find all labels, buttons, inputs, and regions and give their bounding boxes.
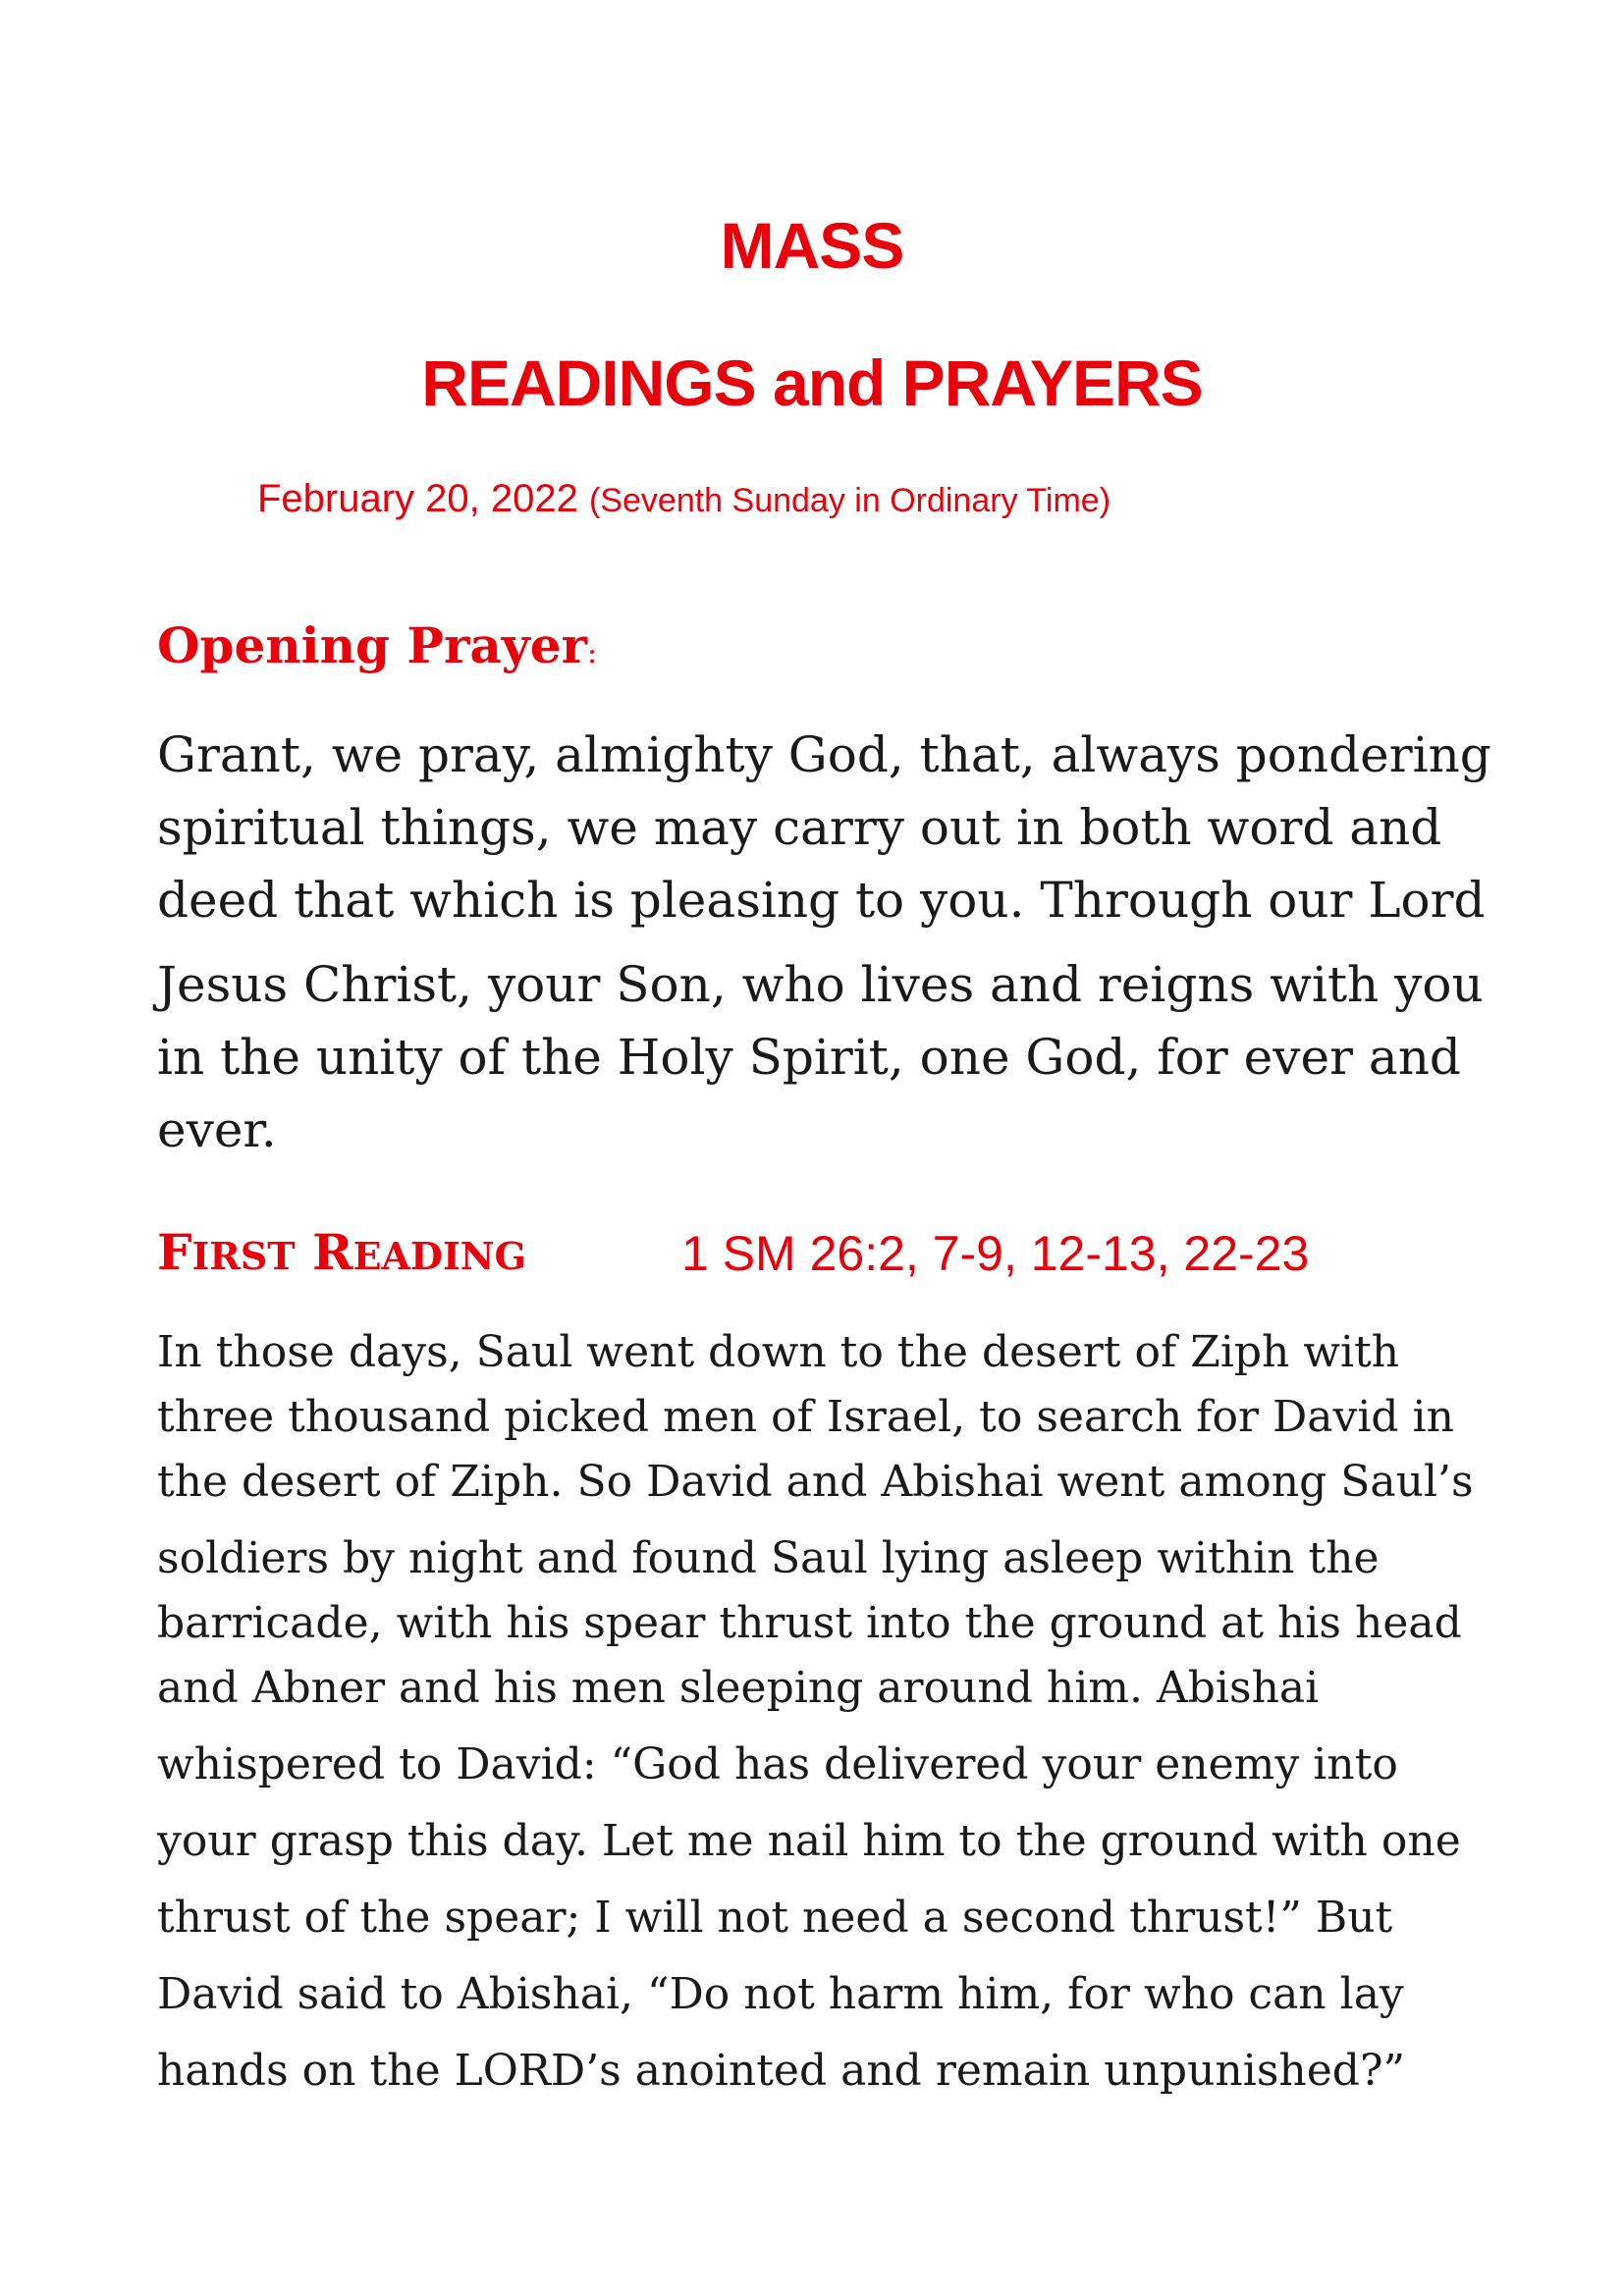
reading-line: your grasp this day. Let me nail him to the ground with one <box>157 1816 1461 1866</box>
prayer-line: ever. <box>157 1101 277 1158</box>
reading-line: thrust of the spear; I will not need a second thrust!” But <box>157 1893 1393 1943</box>
first-reading-heading-initial-1: F <box>157 1223 192 1281</box>
reading-line: David said to Abishai, “Do not harm him, for who can lay <box>157 1969 1404 2019</box>
document-title: MASS <box>720 209 904 282</box>
document-subtitle: READINGS and PRAYERS <box>421 347 1203 419</box>
reading-line: the desert of Ziph. So David and Abishai went among Saul’s <box>157 1457 1474 1507</box>
mass-date: February 20, 2022 <box>257 477 578 520</box>
reading-line: and Abner and his men sleeping around him. Abishai <box>157 1663 1320 1713</box>
reading-line: hands on the LORD’s anointed and remain unpunished?” <box>157 2046 1406 2096</box>
liturgical-occasion: (Seventh Sunday in Ordinary Time) <box>589 482 1111 519</box>
reading-line: barricade, with his spear thrust into the ground at his head <box>157 1598 1462 1648</box>
first-reading-heading <box>157 1223 526 1281</box>
reading-line: whispered to David: “God has delivered your enemy into <box>157 1739 1398 1789</box>
prayer-line: deed that which is pleasing to you. Through our Lord <box>157 872 1486 929</box>
scripture-reference: 1 SM 26:2, 7-9, 12-13, 22-23 <box>681 1226 1310 1281</box>
date-line <box>257 477 1110 521</box>
prayer-line: spiritual things, we may carry out in both word and <box>157 799 1442 856</box>
first-reading-heading-rest-2: EADING <box>352 1234 526 1278</box>
reading-line: soldiers by night and found Saul lying asleep within the <box>157 1533 1380 1583</box>
prayer-line: in the unity of the Holy Spirit, one God, for ever and <box>157 1029 1461 1086</box>
first-reading-heading-rest-1: IRST <box>191 1234 296 1278</box>
reading-line: three thousand picked men of Israel, to search for David in <box>157 1392 1454 1442</box>
opening-prayer-heading-colon: : <box>586 636 598 670</box>
reading-line: In those days, Saul went down to the desert of Ziph with <box>157 1327 1400 1377</box>
opening-prayer-heading-text: Opening Prayer <box>157 616 587 674</box>
prayer-line: Grant, we pray, almighty God, that, always pondering <box>157 726 1491 783</box>
opening-prayer-heading <box>157 616 597 674</box>
first-reading-heading-initial-2: R <box>312 1223 353 1281</box>
prayer-line: Jesus Christ, your Son, who lives and reigns with you <box>157 956 1484 1013</box>
